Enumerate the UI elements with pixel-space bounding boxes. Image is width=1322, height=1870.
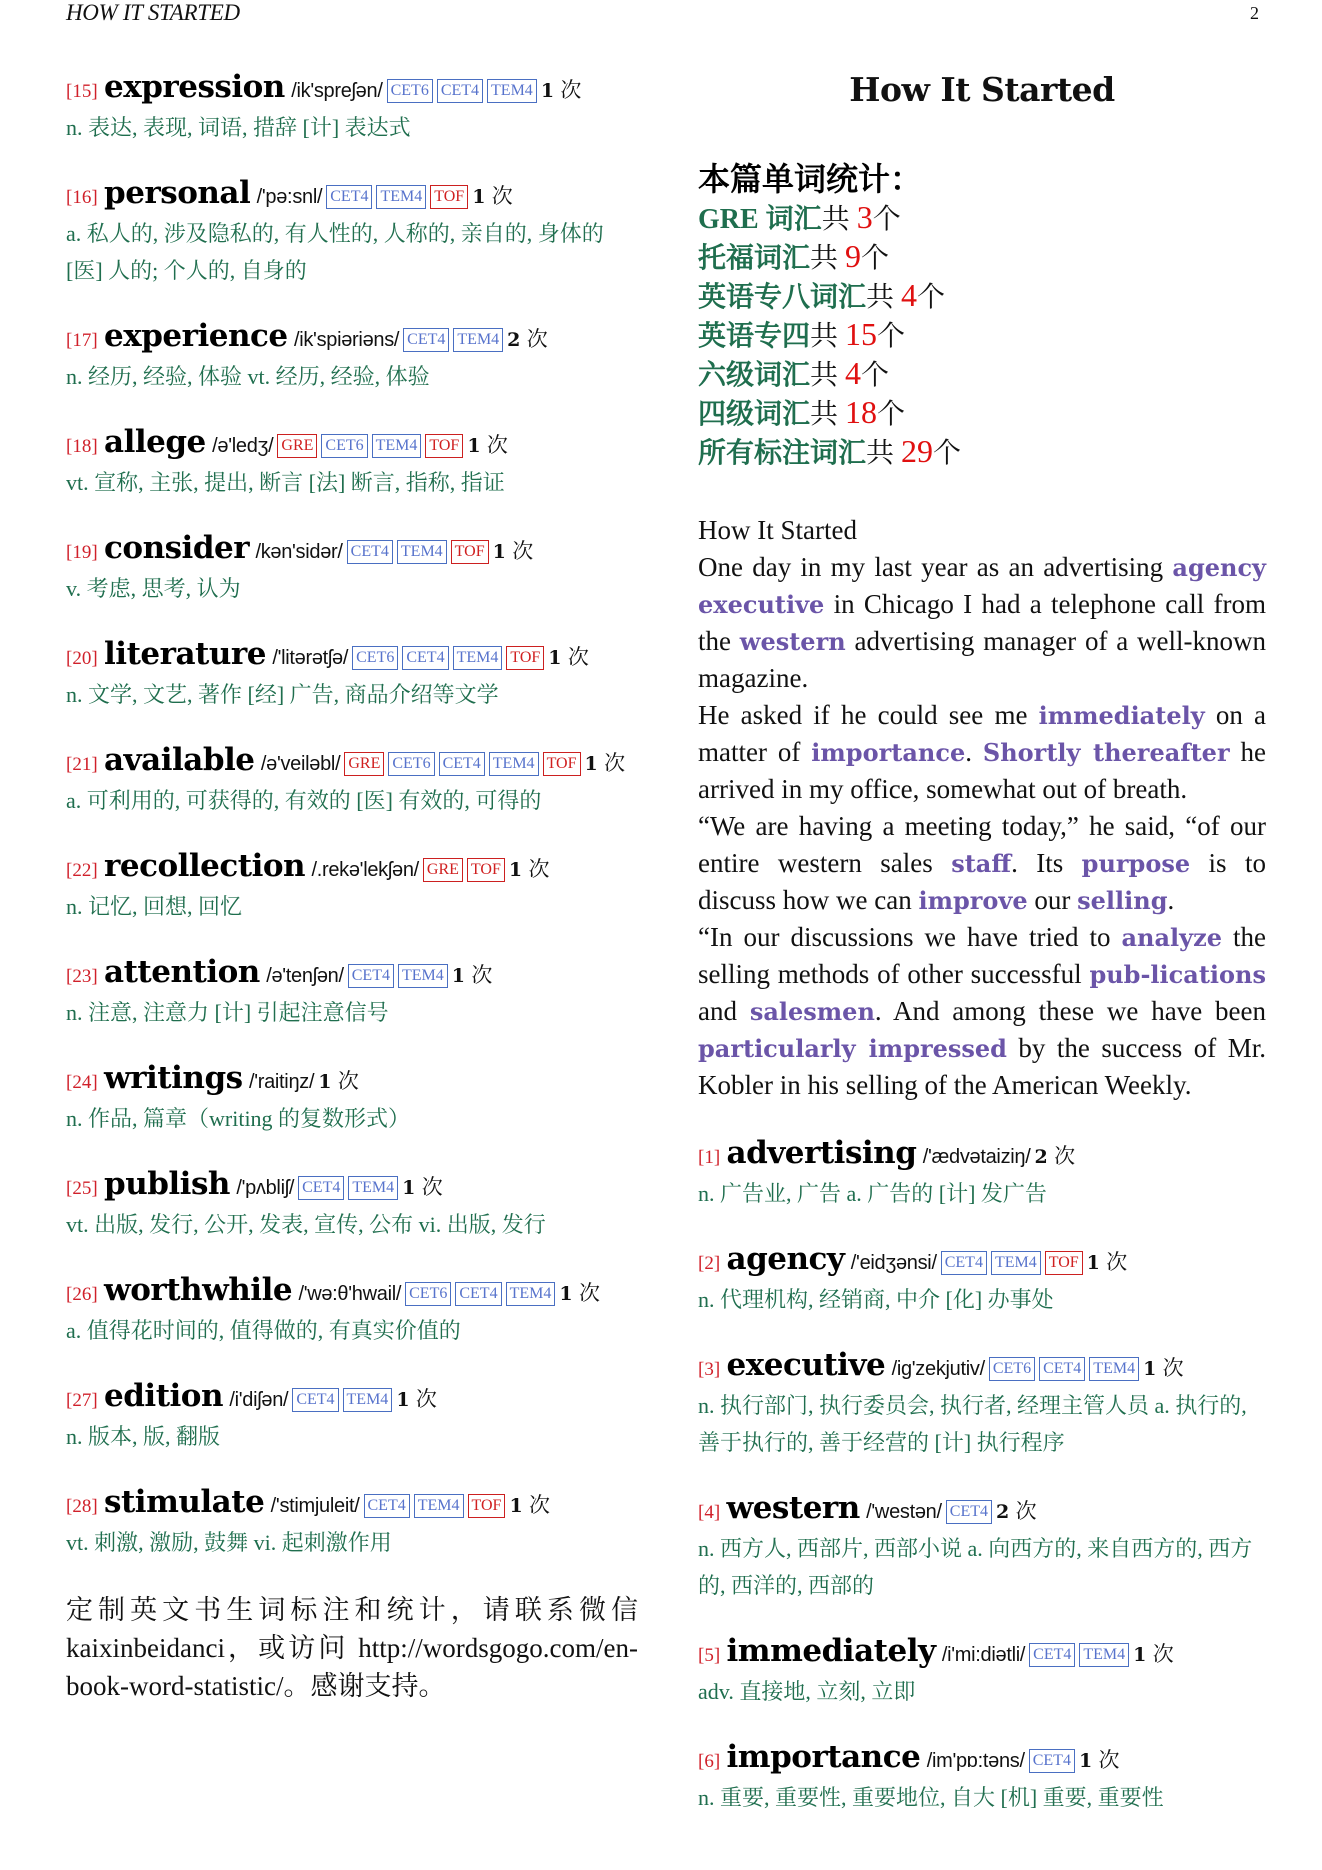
- exam-tag-badge: TEM4: [991, 1251, 1041, 1275]
- phonetic: /ə'veiləbl/: [260, 753, 341, 775]
- entry-index: [19]: [66, 542, 98, 563]
- definition: n. 广告业, 广告 a. 广告的 [计] 发广告: [698, 1181, 1047, 1206]
- exam-tag-badge: TEM4: [376, 185, 426, 209]
- entry-index: [26]: [66, 1284, 98, 1305]
- headword: attention: [104, 954, 260, 990]
- exam-tag-badge: CET4: [455, 1282, 501, 1306]
- count-unit: 次: [1162, 1356, 1184, 1380]
- entry-head: [698, 1634, 1266, 1673]
- headword: importance: [726, 1739, 921, 1775]
- exam-tag-badge: TOF: [468, 1494, 506, 1518]
- phonetic: /'pʌbliʃ/: [236, 1177, 295, 1199]
- stat-line: [698, 316, 1266, 355]
- phonetic: /ə'tenʃən/: [266, 965, 344, 987]
- exam-tag-badge: TEM4: [372, 434, 422, 458]
- stats-list: [698, 199, 1266, 472]
- vocab-entry: [698, 1348, 1266, 1461]
- exam-tag-badge: CET4: [1029, 1749, 1075, 1773]
- exam-tag-badge: TEM4: [453, 328, 503, 352]
- exam-tag-badge: TEM4: [398, 964, 448, 988]
- stat-label: 四级词汇: [698, 399, 811, 430]
- occurrence-count: 1: [540, 80, 555, 102]
- entry-index: [15]: [66, 81, 98, 102]
- definition: vt. 刺激, 激励, 鼓舞 vi. 起刺激作用: [66, 1530, 392, 1555]
- phonetic: /'eidʒənsi/: [850, 1252, 937, 1274]
- entry-head: [66, 955, 638, 994]
- stat-connector: 共: [821, 204, 857, 235]
- exam-tag-badge: GRE: [344, 752, 384, 776]
- exam-tag-badge: TEM4: [506, 1282, 556, 1306]
- occurrence-count: 2: [507, 329, 521, 351]
- entry-index: [22]: [66, 860, 98, 881]
- exam-tag-badge: TOF: [1045, 1251, 1083, 1275]
- exam-tag-badge: TEM4: [1079, 1643, 1129, 1667]
- entry-head: [698, 1136, 1266, 1175]
- occurrence-count: 1: [451, 965, 465, 987]
- count-unit: 次: [526, 327, 548, 351]
- occurrence-count: 1: [396, 1389, 410, 1411]
- exam-tag-badge: TEM4: [397, 540, 447, 564]
- definition: adv. 直接地, 立刻, 立即: [698, 1679, 916, 1704]
- stat-label: 六级词汇: [698, 360, 811, 391]
- vocab-list-right: [698, 1136, 1266, 1816]
- passage-title: How It Started: [698, 515, 857, 545]
- phonetic: /.rekə'lekʃən/: [311, 859, 419, 881]
- exam-tag-badge: CET4: [439, 752, 485, 776]
- entry-index: [6]: [698, 1751, 721, 1772]
- vocab-entry: [698, 1242, 1266, 1318]
- exam-tag-badge: CET6: [388, 752, 434, 776]
- stat-connector: 共: [810, 321, 846, 352]
- vocab-list-left: [66, 70, 638, 1561]
- stat-unit: 个: [861, 360, 890, 391]
- stat-connector: 共: [810, 399, 846, 430]
- headword: consider: [104, 530, 250, 566]
- exam-tag-badge: CET4: [1029, 1643, 1075, 1667]
- stat-unit: 个: [872, 204, 901, 235]
- entry-head: [66, 319, 638, 358]
- exam-tag-badge: CET6: [352, 646, 398, 670]
- stat-connector: 共: [810, 360, 846, 391]
- entry-head: [66, 637, 638, 676]
- vocab-entry: [698, 1740, 1266, 1816]
- definition: n. 注意, 注意力 [计] 引起注意信号: [66, 1000, 389, 1025]
- exam-tag-badge: CET4: [1039, 1357, 1085, 1381]
- exam-tag-badge: TEM4: [489, 752, 539, 776]
- entry-index: [17]: [66, 330, 98, 351]
- vocab-entry: [66, 743, 638, 819]
- definition: vt. 出版, 发行, 公开, 发表, 宣传, 公布 vi. 出版, 发行: [66, 1212, 546, 1237]
- passage-body: [698, 549, 1266, 1104]
- definition: n. 表达, 表现, 词语, 措辞 [计] 表达式: [66, 115, 411, 140]
- vocab-entry: [66, 637, 638, 713]
- phonetic: /'stimjuleit/: [270, 1495, 360, 1517]
- entry-index: [18]: [66, 436, 98, 457]
- passage-paragraph: “We are having a meeting today,” he said, “of our entire western sales staff. Its purpose is to discuss how we can improve our selling.: [698, 811, 1266, 915]
- count-unit: 次: [528, 857, 550, 881]
- left-column: [66, 70, 638, 1705]
- stat-count: 4: [845, 355, 862, 391]
- entry-head: [66, 176, 638, 215]
- highlighted-vocab: pub-lications: [1089, 960, 1266, 989]
- exam-tag-badge: CET4: [402, 646, 448, 670]
- phonetic: /ig'zekjutiv/: [891, 1358, 985, 1380]
- exam-tag-badge: TEM4: [343, 1388, 393, 1412]
- vocab-entry: [66, 955, 638, 1031]
- highlighted-vocab: western: [739, 627, 846, 656]
- vocab-entry: [66, 1379, 638, 1455]
- exam-tag-badge: CET6: [989, 1357, 1035, 1381]
- stat-count: 9: [845, 238, 862, 274]
- definition: n. 文学, 文艺, 著作 [经] 广告, 商品介绍等文学: [66, 682, 499, 707]
- exam-tag-badge: CET6: [387, 79, 433, 103]
- occurrence-count: 1: [492, 541, 506, 563]
- highlighted-vocab: importance: [811, 738, 966, 767]
- definition: vt. 宣称, 主张, 提出, 断言 [法] 断言, 指称, 指证: [66, 470, 505, 495]
- highlighted-vocab: improve: [918, 886, 1028, 915]
- stat-label: GRE 词汇: [698, 204, 822, 235]
- definition: n. 执行部门, 执行委员会, 执行者, 经理主管人员 a. 执行的, 善于执行的, 善于经营的 [计] 执行程序: [698, 1393, 1247, 1455]
- count-unit: 次: [529, 1493, 551, 1517]
- occurrence-count: 1: [472, 186, 486, 208]
- headword: worthwhile: [104, 1272, 293, 1308]
- count-unit: 次: [415, 1387, 437, 1411]
- vocab-entry: [698, 1491, 1266, 1604]
- stat-count: 15: [845, 316, 878, 352]
- phonetic: /'raitiŋz/: [248, 1071, 315, 1093]
- highlighted-vocab: particularly impressed: [698, 1034, 1007, 1063]
- definition: v. 考虑, 思考, 认为: [66, 576, 241, 601]
- stat-unit: 个: [917, 282, 946, 313]
- exam-tag-badge: GRE: [423, 858, 463, 882]
- entry-head: [66, 743, 638, 782]
- headword: expression: [104, 69, 285, 105]
- stat-unit: 个: [933, 438, 962, 469]
- vocab-entry: [66, 531, 638, 607]
- highlighted-vocab: staff: [951, 849, 1012, 878]
- definition: n. 版本, 版, 翻版: [66, 1424, 221, 1449]
- passage-paragraph: “In our discussions we have tried to analyze the selling methods of other successful pub-lications and salesmen. And among these we have been particularly impressed by the success of Mr. Kobler in his selling of the American Weekly.: [698, 922, 1266, 1100]
- count-unit: 次: [1152, 1642, 1174, 1666]
- stat-connector: 共: [810, 243, 846, 274]
- headword: allege: [104, 424, 206, 460]
- occurrence-count: 1: [467, 435, 481, 457]
- promo-note: 定制英文书生词标注和统计，请联系微信 kaixinbeidanci，或访问 http://wordsgogo.com/en-book-word-statistic/。感谢支持。: [66, 1595, 638, 1701]
- phonetic: /im'pɒ:təns/: [926, 1750, 1025, 1772]
- exam-tag-badge: CET4: [298, 1176, 344, 1200]
- entry-index: [16]: [66, 187, 98, 208]
- count-unit: 次: [567, 645, 589, 669]
- entry-head: [66, 70, 638, 109]
- entry-index: [1]: [698, 1147, 721, 1168]
- exam-tag-badge: TEM4: [348, 1176, 398, 1200]
- headword: available: [104, 742, 255, 778]
- phonetic: /i'diʃən/: [229, 1389, 289, 1411]
- phonetic: /'pə:snl/: [256, 186, 323, 208]
- phonetic: /kən'sidər/: [255, 541, 343, 563]
- occurrence-count: 1: [559, 1283, 573, 1305]
- count-unit: 次: [421, 1175, 443, 1199]
- phonetic: /ə'ledʒ/: [212, 435, 274, 457]
- entry-head: [66, 531, 638, 570]
- occurrence-count: 2: [995, 1501, 1010, 1523]
- entry-index: [28]: [66, 1496, 98, 1517]
- entry-index: [21]: [66, 754, 98, 775]
- entry-head: [698, 1491, 1266, 1530]
- exam-tag-badge: TOF: [430, 185, 468, 209]
- phonetic: /'litərətʃə/: [272, 647, 349, 669]
- phonetic: /i'mi:diətli/: [941, 1644, 1026, 1666]
- highlighted-vocab: selling: [1077, 886, 1168, 915]
- entry-head: [66, 1061, 638, 1100]
- entry-index: [23]: [66, 966, 98, 987]
- exam-tag-badge: CET6: [405, 1282, 451, 1306]
- occurrence-count: 1: [318, 1071, 332, 1093]
- entry-index: [4]: [698, 1502, 721, 1523]
- exam-tag-badge: CET4: [403, 328, 449, 352]
- exam-tag-badge: CET4: [946, 1500, 992, 1524]
- stat-connector: 共: [866, 282, 902, 313]
- stat-unit: 个: [877, 399, 906, 430]
- entry-head: [66, 425, 638, 464]
- headword: personal: [104, 175, 251, 211]
- occurrence-count: 1: [509, 1495, 523, 1517]
- headword: stimulate: [104, 1484, 265, 1520]
- passage-paragraph: One day in my last year as an advertising agency executive in Chicago I had a telephone call from the western advertising manager of a well-known magazine.: [698, 552, 1266, 693]
- occurrence-count: 1: [1086, 1252, 1100, 1274]
- entry-head: [66, 1167, 638, 1206]
- vocab-entry: [66, 1273, 638, 1349]
- entry-head: [66, 1273, 638, 1312]
- count-unit: 次: [471, 963, 493, 987]
- entry-index: [20]: [66, 648, 98, 669]
- entry-index: [2]: [698, 1253, 721, 1274]
- definition: a. 可利用的, 可获得的, 有效的 [医] 有效的, 可得的: [66, 788, 542, 813]
- count-unit: 次: [491, 184, 513, 208]
- entry-head: [698, 1242, 1266, 1281]
- occurrence-count: 1: [1078, 1750, 1093, 1772]
- phonetic: /'westən/: [866, 1501, 942, 1523]
- entry-head: [698, 1348, 1266, 1387]
- count-unit: 次: [578, 1281, 600, 1305]
- stat-unit: 个: [861, 243, 890, 274]
- occurrence-count: 1: [548, 647, 562, 669]
- stat-line: [698, 199, 1266, 238]
- exam-tag-badge: CET4: [326, 185, 372, 209]
- vocab-entry: [66, 1485, 638, 1561]
- count-unit: 次: [337, 1069, 359, 1093]
- headword: agency: [726, 1241, 845, 1277]
- exam-tag-badge: TEM4: [1089, 1357, 1139, 1381]
- vocab-entry: [698, 1634, 1266, 1710]
- occurrence-count: 2: [1034, 1146, 1048, 1168]
- word-stats: [698, 159, 1266, 472]
- stat-line: [698, 355, 1266, 394]
- exam-tag-badge: GRE: [277, 434, 317, 458]
- occurrence-count: 1: [402, 1177, 416, 1199]
- count-unit: 次: [1015, 1499, 1037, 1523]
- right-column: [698, 70, 1266, 1846]
- stat-line: [698, 238, 1266, 277]
- vocab-entry: [66, 1167, 638, 1243]
- highlighted-vocab: Shortly thereafter: [982, 738, 1230, 767]
- stat-line: [698, 433, 1266, 472]
- phonetic: /ik'spiəriəns/: [293, 329, 400, 351]
- vocab-entry: [66, 176, 638, 289]
- stat-line: [698, 394, 1266, 433]
- entry-head: [66, 849, 638, 888]
- headword: advertising: [726, 1135, 917, 1171]
- exam-tag-badge: TOF: [543, 752, 581, 776]
- headword: writings: [104, 1060, 243, 1096]
- count-unit: 次: [560, 78, 582, 102]
- definition: n. 代理机构, 经销商, 中介 [化] 办事处: [698, 1287, 1054, 1312]
- stat-count: 3: [856, 199, 873, 235]
- exam-tag-badge: CET4: [437, 79, 483, 103]
- definition: n. 作品, 篇章（writing 的复数形式）: [66, 1106, 411, 1131]
- headword: executive: [726, 1347, 886, 1383]
- occurrence-count: 1: [508, 859, 523, 881]
- exam-tag-badge: CET4: [364, 1494, 410, 1518]
- phonetic: /'wə:θ'hwail/: [298, 1283, 402, 1305]
- exam-tag-badge: TEM4: [414, 1494, 464, 1518]
- vocab-entry: [66, 849, 638, 925]
- stat-label: 托福词汇: [698, 243, 811, 274]
- headword: experience: [104, 318, 288, 354]
- stat-count: 18: [845, 394, 878, 430]
- count-unit: 次: [1054, 1144, 1076, 1168]
- vocab-entry: [66, 70, 638, 146]
- page-number: 2: [1250, 3, 1259, 23]
- passage: [698, 512, 1266, 1104]
- exam-tag-badge: CET4: [348, 964, 394, 988]
- exam-tag-badge: CET4: [347, 540, 393, 564]
- headword: edition: [104, 1378, 224, 1414]
- headword: publish: [104, 1166, 230, 1202]
- stat-label: 所有标注词汇: [698, 438, 867, 469]
- entry-index: [25]: [66, 1178, 98, 1199]
- entry-index: [5]: [698, 1645, 721, 1666]
- definition: n. 记忆, 回想, 回忆: [66, 894, 243, 919]
- chapter-title: How It Started: [849, 70, 1115, 109]
- stat-label: 英语专四: [698, 321, 811, 352]
- definition: n. 重要, 重要性, 重要地位, 自大 [机] 重要, 重要性: [698, 1785, 1164, 1810]
- entry-index: [3]: [698, 1359, 721, 1380]
- definition: n. 经历, 经验, 体验 vt. 经历, 经验, 体验: [66, 364, 430, 389]
- stat-connector: 共: [866, 438, 902, 469]
- definition: a. 值得花时间的, 值得做的, 有真实价值的: [66, 1318, 461, 1343]
- occurrence-count: 1: [1143, 1358, 1157, 1380]
- exam-tag-badge: TEM4: [487, 79, 537, 103]
- headword: immediately: [726, 1633, 936, 1669]
- entry-head: [698, 1740, 1266, 1779]
- definition: n. 西方人, 西部片, 西部小说 a. 向西方的, 来自西方的, 西方的, 西洋的, 西部的: [698, 1536, 1253, 1598]
- running-header-title: HOW IT STARTED: [66, 0, 240, 25]
- exam-tag-badge: TEM4: [453, 646, 503, 670]
- highlighted-vocab: salesmen: [749, 997, 875, 1026]
- stat-count: 29: [901, 433, 934, 469]
- headword: literature: [104, 636, 266, 672]
- stats-heading: 本篇单词统计：: [698, 161, 923, 197]
- highlighted-vocab: immediately: [1038, 701, 1205, 730]
- entry-index: [24]: [66, 1072, 98, 1093]
- exam-tag-badge: TOF: [467, 858, 505, 882]
- phonetic: /ik'spreʃən/: [291, 80, 383, 102]
- vocab-entry: [66, 1061, 638, 1137]
- vocab-entry: [698, 1136, 1266, 1212]
- count-unit: 次: [512, 539, 534, 563]
- vocab-entry: [66, 425, 638, 501]
- entry-head: [66, 1485, 638, 1524]
- exam-tag-badge: TOF: [451, 540, 489, 564]
- phonetic: /'ædvətaiziŋ/: [922, 1146, 1031, 1168]
- passage-paragraph: He asked if he could see me immediately on a matter of importance. Shortly thereafter he arrived in my office, somewhat out of breath.: [698, 700, 1266, 804]
- headword: recollection: [104, 848, 306, 884]
- exam-tag-badge: CET6: [321, 434, 367, 458]
- entry-index: [27]: [66, 1390, 98, 1411]
- count-unit: 次: [1098, 1748, 1120, 1772]
- exam-tag-badge: CET4: [941, 1251, 987, 1275]
- occurrence-count: 1: [1133, 1644, 1147, 1666]
- stat-label: 英语专八词汇: [698, 282, 867, 313]
- stat-count: 4: [901, 277, 918, 313]
- vocab-entry: [66, 319, 638, 395]
- occurrence-count: 1: [584, 753, 598, 775]
- count-unit: 次: [486, 433, 508, 457]
- exam-tag-badge: TOF: [506, 646, 544, 670]
- entry-head: [66, 1379, 638, 1418]
- count-unit: 次: [1106, 1250, 1128, 1274]
- exam-tag-badge: TOF: [425, 434, 463, 458]
- highlighted-vocab: analyze: [1121, 923, 1222, 952]
- highlighted-vocab: purpose: [1081, 849, 1191, 878]
- highlighted-vocab: agency executive: [698, 553, 1266, 619]
- stat-line: [698, 277, 1266, 316]
- count-unit: 次: [604, 751, 626, 775]
- exam-tag-badge: CET4: [292, 1388, 338, 1412]
- definition: a. 私人的, 涉及隐私的, 有人性的, 人称的, 亲自的, 身体的 [医] 人的; 个人的, 自身的: [66, 221, 604, 283]
- headword: western: [726, 1490, 860, 1526]
- stat-unit: 个: [877, 321, 906, 352]
